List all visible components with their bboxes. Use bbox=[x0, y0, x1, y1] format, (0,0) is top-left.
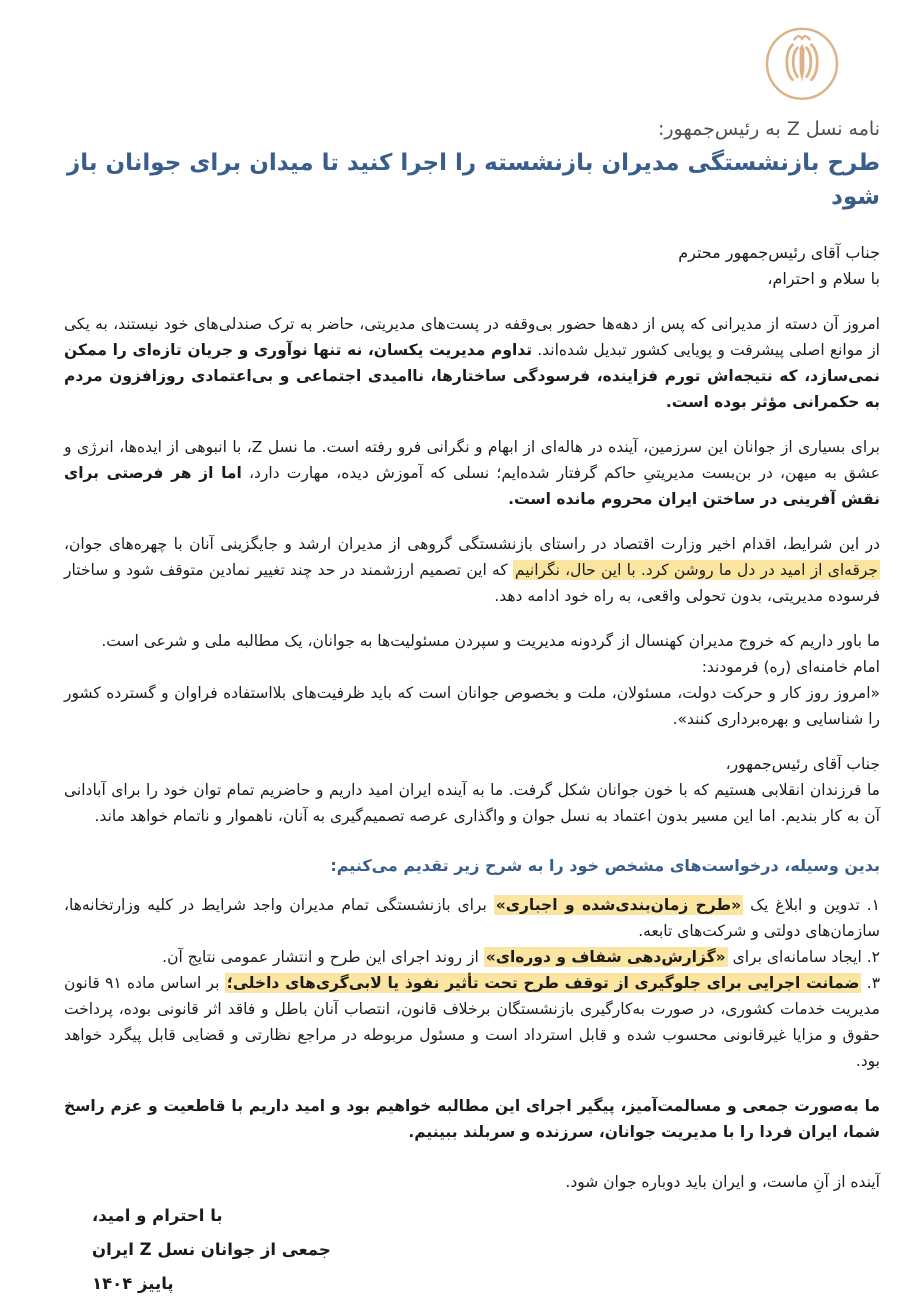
text-line: ما باور داریم که خروج مدیران کهنسال از گردونه مدیریت و سپردن مسئولیت‌ها به جوانان، یک مطالبه ملی و شرعی است. bbox=[101, 632, 880, 650]
signature-date: پاییز ۱۴۰۴ bbox=[92, 1274, 174, 1293]
text-run: از روند اجرای این طرح و انتشار عمومی نتایج آن. bbox=[162, 948, 484, 966]
salutation-line-1: جناب آقای رئیس‌جمهور محترم bbox=[678, 243, 880, 262]
letter-header-logo-row bbox=[64, 24, 880, 104]
closing-commitment: ما به‌صورت جمعی و مسالمت‌آمیز، پیگیر اجرای این مطالبه خواهیم بود و امید داریم با قاطعیت و عزم راسخ شما، ایران فردا را با مدیریت جوانان، سرزنده و سربلند ببینیم. bbox=[64, 1097, 880, 1141]
text-run: ۱. تدوین و ابلاغ یک bbox=[743, 896, 880, 914]
paragraph-managers-problem bbox=[64, 311, 880, 415]
paragraph-belief-quote bbox=[64, 628, 880, 732]
closing-final-line: آینده از آنِ ماست، و ایران باید دوباره جوان شود. bbox=[565, 1173, 880, 1191]
text-run: برای بسیاری از جوانان این سرزمین، آینده در هاله‌ای از ابهام و نگرانی فرو رفته است. ما نسل Z، با انبوهی از ایده‌ها، انرژی و عشق به میهن، در بن‌بست مدیریتیِ حاکم گرفتار شده‌ایم؛ نسلی که آموزش دیده، مهارت دارد، bbox=[64, 438, 880, 482]
demands-intro: بدین وسیله، درخواست‌های مشخص خود را به شرح زیر تقدیم می‌کنیم: bbox=[330, 856, 880, 875]
text-line: «امروز روز کار و حرکت دولت، مسئولان، ملت و بخصوص جوانان است که باید ظرفیت‌های بلااستفاده فراوان و گسترده کشور را شناسایی و بهره‌برداری کنند». bbox=[64, 684, 880, 728]
text-run: در این شرایط، اقدام اخیر وزارت اقتصاد در راستای بازنشستگی گروهی از مدیران ارشد و جایگزینی آنان با چهره‌های جوان، bbox=[64, 535, 880, 553]
text-run: امروز آن دسته از مدیرانی که پس از دهه‌ها حضور بی‌وقفه در پست‌های مدیریتی، حاضر به ترک صندلی‌های خود نیستند، به یکی از موانع اصلی پیشرفت و پویایی کشور تبدیل شده‌اند. bbox=[64, 315, 880, 359]
text-run-bold: تداوم مدیریت یکسان، نه تنها نوآوری و جریان تازه‌ای را ممکن نمی‌سازد، که نتیجه‌اش تورم فزاینده، فرسودگی ساختارها، ناامیدی اجتماعی و بی‌اعتمادی روزافزون مردم به حکمرانی مؤثر بوده است. bbox=[64, 341, 880, 411]
text-line: امام خامنه‌ای (ره) فرمودند: bbox=[701, 658, 880, 676]
letter-title: طرح بازنشستگی مدیران بازنشسته را اجرا کنید تا میدان برای جوانان باز شود bbox=[66, 150, 880, 210]
text-run: که این تصمیم ارزشمند در حد چند تغییر نمادین متوقف شود و ساختار فرسوده مدیریتی، بدون تحولی واقعی، به راه خود ادامه دهد. bbox=[64, 561, 880, 605]
salutation-line-2: با سلام و احترام، bbox=[767, 269, 880, 288]
text-run-highlight: ضمانت اجرایی برای جلوگیری از توقف طرح تحت تأثیر نفوذ یا لابی‌گری‌های داخلی؛ bbox=[226, 974, 860, 992]
text-line: جناب آقای رئیس‌جمهور، bbox=[725, 755, 880, 773]
salutation bbox=[64, 240, 880, 292]
text-run: ۲. ایجاد سامانه‌ای برای bbox=[727, 948, 880, 966]
text-run: برای بازنشستگی تمام مدیران واجد شرایط در کلیه وزارتخانه‌ها، سازمان‌های دولتی و شرکت‌های تابعه. bbox=[64, 896, 880, 940]
paragraph-revolution-children bbox=[64, 751, 880, 829]
signature-regards: با احترام و امید، bbox=[92, 1206, 223, 1225]
paragraph-genz-situation bbox=[64, 434, 880, 512]
text-run: ما فرزندان انقلابی هستیم که با خون جوانان شکل گرفت. ما به آینده ایران امید داریم و حاضریم تمام توان خود را برای آبادانی آن به کار بندیم. اما این مسیر بدون اعتماد به نسل جوان و واگذاری عرصه تصمیم‌گیری به آنان، ناهموار و ناتمام خواهد ماند. bbox=[64, 781, 880, 825]
paragraph-ministry-action bbox=[64, 531, 880, 609]
text-run-bold: اما از هر فرصتی برای نقش آفرینی در ساختن ایران محروم مانده است. bbox=[64, 464, 880, 508]
signature-block bbox=[64, 1199, 880, 1301]
text-run-highlight: «طرح زمان‌بندی‌شده و اجباری» bbox=[495, 896, 742, 914]
signature-authors: جمعی از جوانان نسل Z ایران bbox=[92, 1240, 331, 1259]
iran-emblem-icon bbox=[764, 24, 840, 102]
text-run: بر اساس ماده ۹۱ قانون مدیریت خدمات کشوری، در صورت به‌کارگیری بازنشستگان برخلاف قانون، انتصاب آنان باطل و فاقد اثر قانونی بوده، پرداخت حقوق و مزایا غیرقانونی محسوب شده و قابل استرداد است و مسئول مربوطه در مراجع نظارتی و قضایی قابل پیگرد خواهد بود. bbox=[64, 974, 880, 1070]
text-run-highlight: «گزارش‌دهی شفاف و دوره‌ای» bbox=[485, 948, 726, 966]
text-run-highlight: جرقه‌ای از امید در دل ما روشن کرد. با این حال، نگرانیم bbox=[514, 561, 878, 579]
demand-item-2 bbox=[64, 944, 880, 970]
demand-item-1 bbox=[64, 892, 880, 944]
demand-item-3 bbox=[64, 970, 880, 1074]
text-run: ۳. bbox=[861, 974, 881, 992]
letter-kicker: نامه نسل Z به رئیس‌جمهور: bbox=[657, 118, 880, 140]
